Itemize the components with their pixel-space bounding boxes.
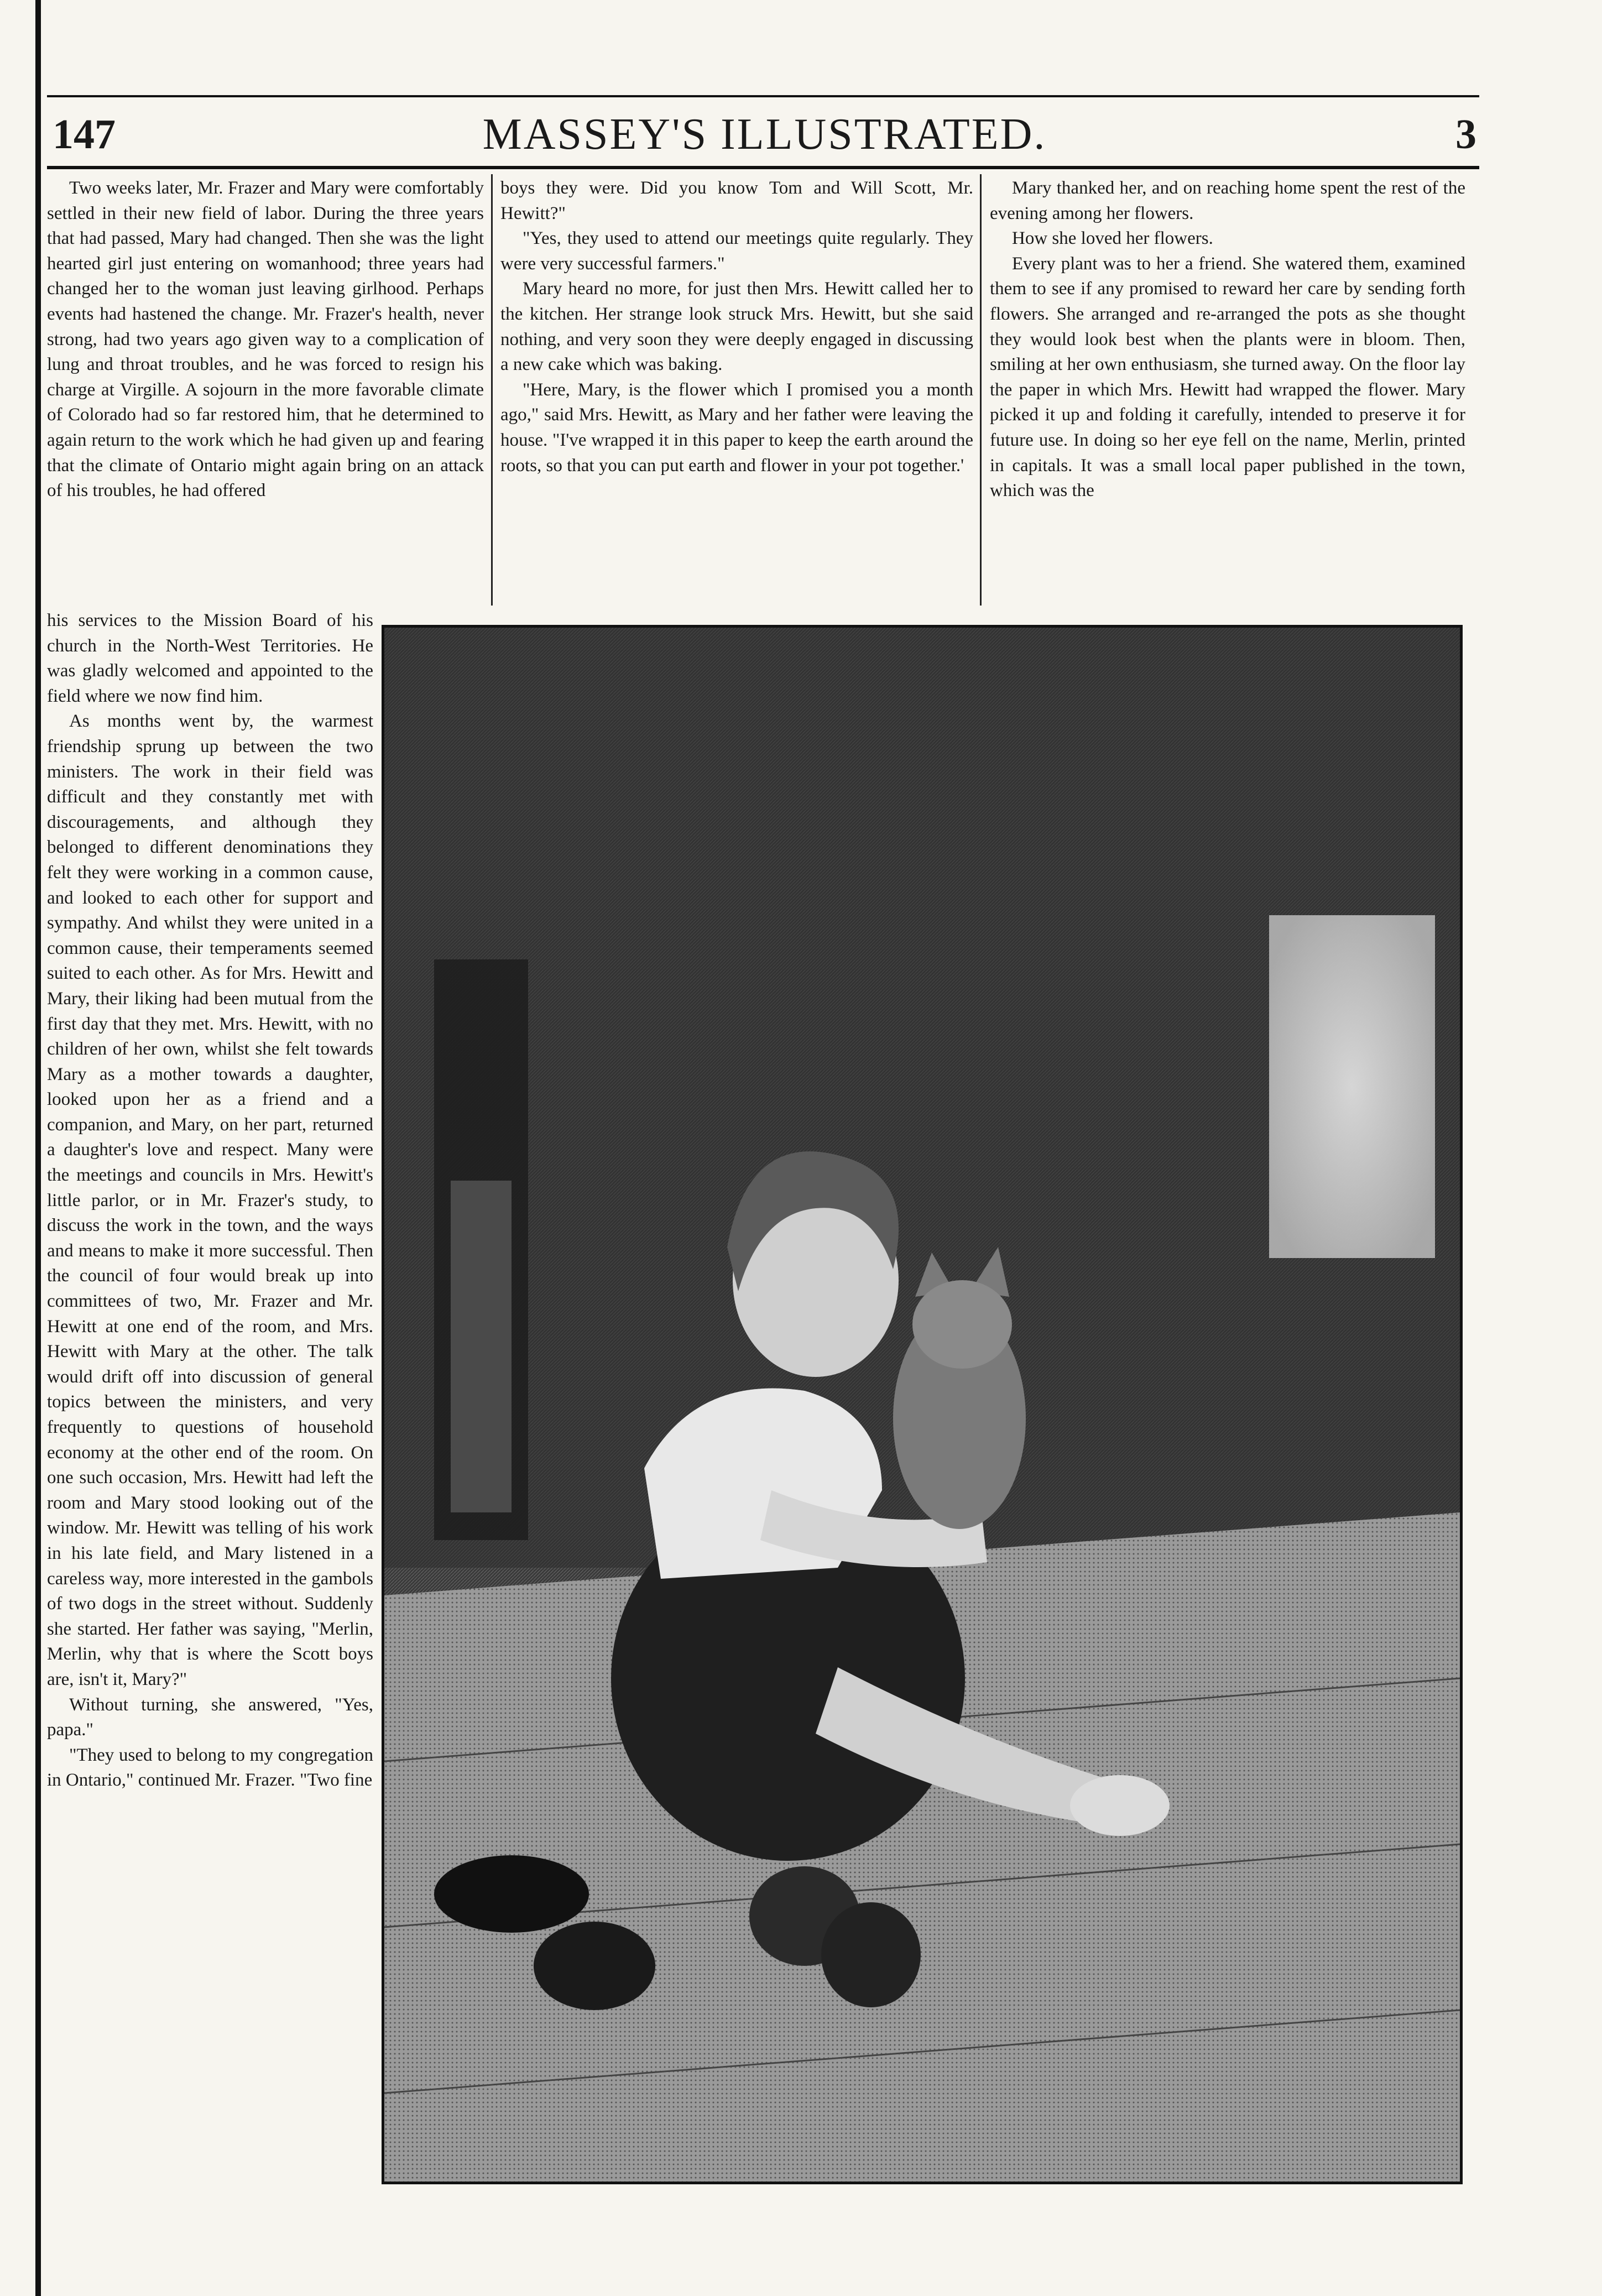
paragraph: Mary thanked her, and on reaching home spent the rest of the evening among her flowers. <box>990 178 1465 223</box>
paragraph: "Here, Mary, is the flower which I promised you a month ago," said Mrs. Hewitt, as Mary and her father were leaving the house. "I've wrapped it in this paper to keep the earth around the roots, so that you can put earth and flower in your pot together.' <box>500 379 973 476</box>
column-1-top <box>47 176 484 504</box>
header-top-rule <box>47 95 1479 97</box>
paragraph: As months went by, the warmest friendship sprung up between the two ministers. The work in their field was difficult and they constantly met with discouragements, and although they belonged to different denominations they felt they were working in a common cause, and looked to each other for support and sympathy. And whilst they were united in a common cause, their temperaments seemed suited to each other. As for Mrs. Hewitt and Mary, their liking had been mutual from the first day that they met. Mrs. Hewitt, with no children of her own, whilst she felt towards Mary as a mother towards a daughter, looked upon her as a friend and a companion, and Mary, on her part, returned a daughter's love and respect. Many were the meetings and councils in Mrs. Hewitt's little parlor, or in Mr. Frazer's study, to discuss the work in the town, and the ways and means to make it more successful. Then the council of four would break up into committees of two, Mr. Frazer and Mr. Hewitt at one end of the room, and Mrs. Hewitt with Mary at the other. The talk would drift off into discussion of general topics between the ministers, and very frequently to questions of household economy at the other end of the room. On one such occasion, Mrs. Hewitt had left the room and Mary stood looking out of the window. Mr. Hewitt was telling of his work in his late field, and Mary listened in a careless way, more interested in the gambols of two dogs in the street without. Suddenly she started. Her father was saying, "Merlin, Merlin, why that is where the Scott boys are, isn't it, Mary?" <box>47 711 373 1689</box>
paragraph: boys they were. Did you know Tom and Will Scott, Mr. Hewitt?" <box>500 178 973 223</box>
column-divider-2 <box>980 174 982 606</box>
column-divider-1 <box>491 174 493 606</box>
page-number-right: 3 <box>1455 111 1476 158</box>
header-bottom-rule <box>47 166 1479 169</box>
child-with-cat-engraving <box>384 628 1460 2182</box>
paragraph: Without turning, she answered, "Yes, papa." <box>47 1694 373 1740</box>
paragraph: "Yes, they used to attend our meetings quite regularly. They were very successful farmers." <box>500 228 973 274</box>
paragraph: How she loved her flowers. <box>1012 228 1213 249</box>
binding-edge <box>35 0 41 2296</box>
paragraph: his services to the Mission Board of his church in the North-West Territories. He was gladly welcomed and appointed to the field where we now find him. <box>47 610 373 706</box>
paragraph: Two weeks later, Mr. Frazer and Mary were comfortably settled in their new field of labor. During the three years that had passed, Mary had changed. Then she was the light hearted girl just entering on womanhood; three years had changed her to the woman just leaving girlhood. Perhaps events had hastened the change. Mr. Frazer's health, never strong, had two years ago given way to a complication of lung and throat troubles, and he was forced to resign his charge at Virgille. A sojourn in the more favorable climate of Colorado had so far restored him, that he determined to again return to the work which he had given up and fearing that the climate of Ontario might again bring on an attack of his troubles, he had offered <box>47 178 484 501</box>
paragraph: Mary heard no more, for just then Mrs. Hewitt called her to the kitchen. Her strange look struck Mrs. Hewitt, but she said nothing, and very soon they were deeply engaged in discussing a new cake which was baking. <box>500 279 973 375</box>
masthead-title: MASSEY'S ILLUSTRATED. <box>482 110 1047 159</box>
page-number-left: 147 <box>53 111 116 158</box>
engraving-illustration <box>382 625 1463 2184</box>
paragraph: "They used to belong to my congregation in Ontario," continued Mr. Frazer. "Two fine <box>47 1745 373 1791</box>
column-2 <box>500 176 973 478</box>
paragraph: Every plant was to her a friend. She watered them, examined them to see if any promised to reward her care by sending forth flowers. She arranged and re-arranged the pots as she thought they would look best when the plants were in bloom. Then, smiling at her own enthusiasm, she turned away. On the floor lay the paper in which Mrs. Hewitt had wrapped the flower. Mary picked it up and folding it carefully, intended to preserve it for future use. In doing so her eye fell on the name, Merlin, printed in capitals. It was a small local paper published in the town, which was the <box>990 253 1465 501</box>
column-3 <box>990 176 1465 504</box>
column-1-narrow <box>47 608 373 1793</box>
